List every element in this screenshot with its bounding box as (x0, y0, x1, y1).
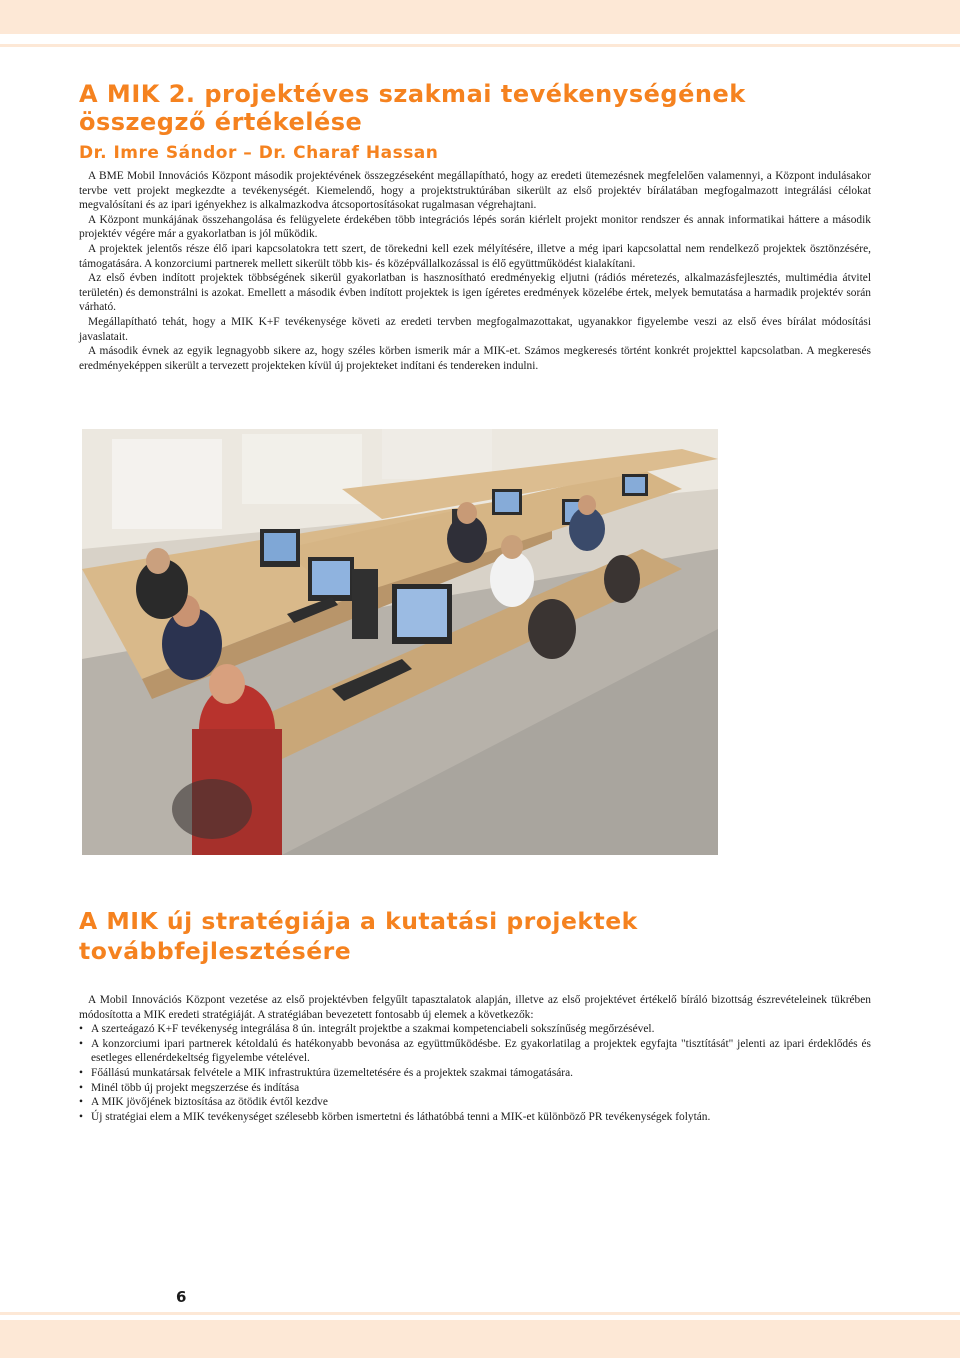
list-item (79, 1081, 871, 1096)
strategy-list (79, 1022, 871, 1124)
bullet: • (79, 1096, 83, 1109)
bullet: • (79, 1081, 83, 1094)
paragraph: A Központ munkájának összehangolása és felügyelete érdekében több integrációs lépés során kiérlelt projekt monitor rendszer és annak informatikai háttere a második projektév végére már a gyakorlatban is jól működik. (79, 213, 871, 241)
paragraph: Az első évben indított projektek többségének sikerül gyakorlatban is hasznosítható eredményekig eljutni (rádiós méretezés, alkalmazásfejlesztés, multimédia átvitel területén) és demonstrálni is azokat. Emellett a második évben indított projektek is igen ígéretes eredmények közelébe értek, melyek bemutatása a harmadik projektév során várható. (79, 272, 871, 314)
list-item-text: A MIK jövőjének biztosítása az ötödik évtől kezdve (91, 1096, 328, 1109)
bullet: • (79, 1066, 83, 1079)
bullet: • (79, 1023, 83, 1036)
list-item-text: Minél több új projekt megszerzése és indítása (91, 1081, 300, 1094)
list-item (79, 1037, 871, 1066)
list-item-text: Új stratégiai elem a MIK tevékenységet szélesebb körben ismertetni és láthatóbbá tenni a MIK-et különböző PR tevékenységek folytán. (91, 1110, 711, 1123)
bullet: • (79, 1037, 83, 1050)
bottom-decor-line (0, 1312, 960, 1315)
list-item-text: A konzorciumi ipari partnerek kétoldalú és hatékonyabb bevonása az együttműködésbe. Ez gyakorlatilag a projektek egyfajta "tisztítását" jelenti az ipari érdeklődés és esetleges ellenérdekeltség figyelembe vételével. (91, 1037, 871, 1065)
list-item (79, 1022, 871, 1037)
page-title: A MIK 2. projektéves szakmai tevékenységének összegző értékelése (79, 80, 746, 136)
top-decor-line (0, 44, 960, 47)
list-item (79, 1095, 871, 1110)
paragraph: A BME Mobil Innovációs Központ második projektévének összegzéseként megállapítható, hogy az eredeti ütemezésnek megfelelően valamennyi, a Központ indulásakor tervbe vett projekt megkezdte a tevékenységét. Kiemelendő, hogy a projektstruktúrában sikerült az első projektév bírálatában megfogalmazott integrálási célokat megvalósítani és az ipari igényekhez is alkalmazkodva átcsoportosításokat rugalmasan végrehajtani. (79, 170, 871, 212)
section2-body (79, 993, 871, 1124)
computer-lab-photo (82, 429, 718, 855)
paragraph: A második évnek az egyik legnagyobb sikere az, hogy széles körben ismerik már a MIK-et. Számos megkeresés történt konkrét projekttel kapcsolatban. A megkeresés eredményeképpen sikerült a tervezett projekteken kívül új projekteket indítani és tendereken indulni. (79, 345, 871, 372)
authors: Dr. Imre Sándor – Dr. Charaf Hassan (79, 143, 439, 163)
list-item-text: Főállású munkatársak felvétele a MIK infrastruktúra üzemeltetésére és a projektek szakmai támogatására. (91, 1066, 573, 1079)
list-item (79, 1110, 871, 1125)
list-item-text: A szerteágazó K+F tevékenység integrálása 8 ún. integrált projektbe a szakmai kompetenciabeli sokszínűség megőrzésével. (91, 1023, 655, 1036)
bullet: • (79, 1110, 83, 1123)
page-number: 6 (176, 1288, 187, 1306)
paragraph: A Mobil Innovációs Központ vezetése az első projektévben felgyűlt tapasztalatok alapján, illetve az első projektévet értékelő bíráló bizottság észrevételeinek tükrében módosította a MIK eredeti stratégiáját. A stratégiában bevezetett fontosabb új elemek a következők: (79, 994, 871, 1021)
paragraph: A projektek jelentős része élő ipari kapcsolatokra tett szert, de törekedni kell ezek mélyítésére, illetve a még ipari kapcsolattal nem rendelkező projektek ösztönzésére, támogatására. A konzorciumi partnerek mellett sikerült több kis- és középvállalkozással is élő együttműködést kialakítani. (79, 242, 871, 270)
list-item (79, 1066, 871, 1081)
top-decor-band (0, 0, 960, 34)
bottom-decor-band (0, 1320, 960, 1358)
paragraph: Megállapítható tehát, hogy a MIK K+F tevékenysége követi az eredeti tervben megfogalmazottakat, ugyanakkor figyelembe veszi az első éves bírálat módosítási javaslatait. (79, 315, 871, 343)
section1-body (79, 169, 871, 373)
section2-heading: A MIK új stratégiája a kutatási projektek továbbfejlesztésére (79, 907, 638, 965)
